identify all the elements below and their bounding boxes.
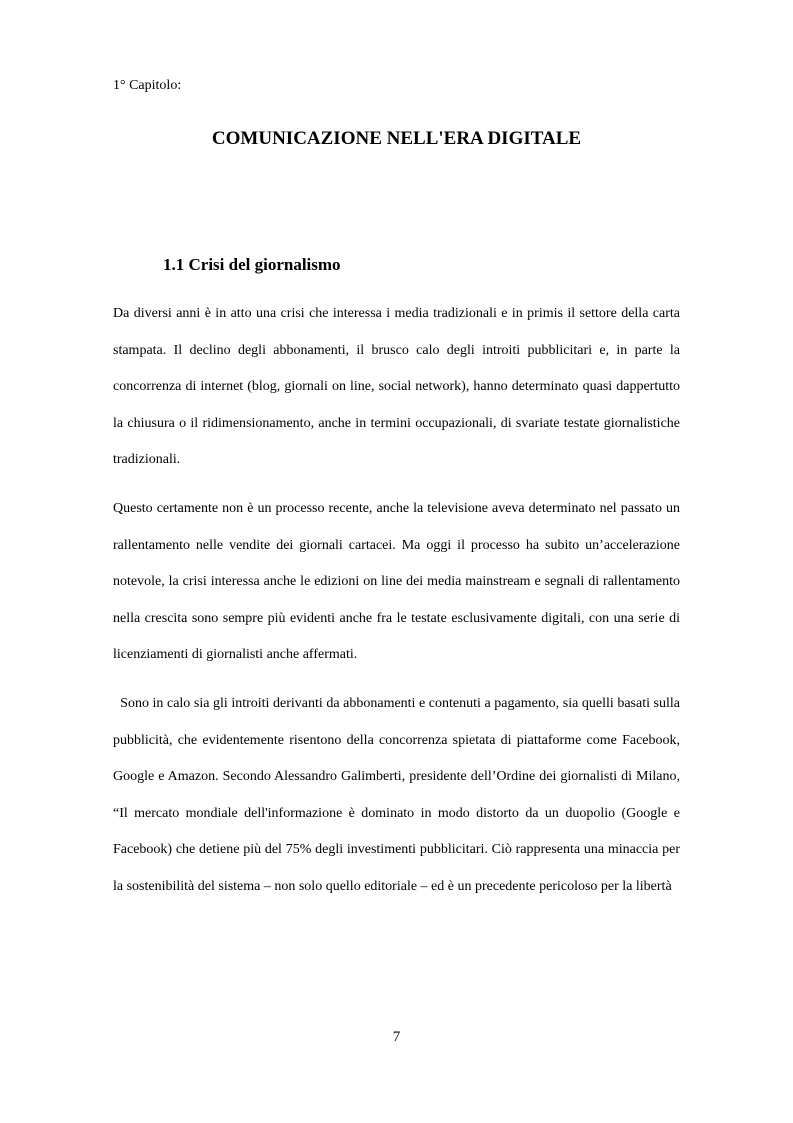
page-number: 7: [392, 1029, 401, 1045]
paragraph: Sono in calo sia gli introiti derivanti da abbonamenti e contenuti a pagamento, sia quelli basati sulla pubblicità, che evidentemente risentono della concorrenza spietata di piattaforme come Facebook, Google e Amazon. Secondo Alessandro Galimberti, presidente dell’Ordine dei giornalisti di Milano, “Il mercato mondiale dell'informazione è dominato in modo distorto da un duopolio (Google e Facebook) che detiene più del 75% degli investimenti pubblicitari. Ciò rappresenta una minaccia per la sostenibilità del sistema – non solo quello editoriale – ed è un precedente pericoloso per la libertà: [113, 695, 684, 894]
paragraph: Questo certamente non è un processo recente, anche la televisione aveva determinato nel passato un rallentamento nelle vendite dei giornali cartacei. Ma oggi il processo ha subito un’accelerazione notevole, la crisi interessa anche le edizioni on line dei media mainstream e segnali di rallentamento nella crescita sono sempre più evidenti anche fra le testate esclusivamente digitali, con una serie di licenziamenti di giornalisti anche affermati.: [113, 500, 680, 663]
body-text: [113, 296, 684, 918]
chapter-label: 1° Capitolo:: [113, 78, 182, 93]
paragraph: Da diversi anni è in atto una crisi che interessa i media tradizionali e in primis il settore della carta stampata. Il declino degli abbonamenti, il brusco calo degli introiti pubblicitari e, in parte la concorrenza di internet (blog, giornali on line, social network), hanno determinato quasi dappertutto la chiusura o il ridimensionamento, anche in termini occupazionali, di svariate testate giornalistiche tradizionali.: [113, 306, 680, 468]
section-heading: 1.1 Crisi del giornalismo: [163, 255, 341, 274]
chapter-title: COMUNICAZIONE NELL'ERA DIGITALE: [211, 128, 582, 149]
